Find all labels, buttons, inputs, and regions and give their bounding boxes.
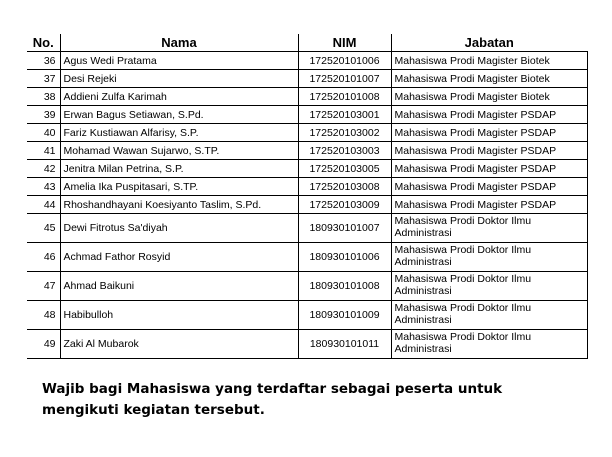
cell-jabatan: Mahasiswa Prodi Doktor Ilmu Administrasi	[391, 301, 587, 330]
note-line-1: Wajib bagi Mahasiswa yang terdaftar sebagai peserta untuk	[42, 381, 503, 397]
cell-no: 38	[27, 88, 60, 106]
table-row	[27, 243, 587, 272]
cell-no: 44	[27, 196, 60, 214]
cell-nim: 172520103001	[298, 106, 391, 124]
table-row	[27, 160, 587, 178]
cell-nama: Addieni Zulfa Karimah	[60, 88, 298, 106]
cell-nama: Zaki Al Mubarok	[60, 330, 298, 359]
table-row	[27, 52, 587, 70]
table-row	[27, 214, 587, 243]
header-row	[27, 34, 587, 52]
table-row	[27, 330, 587, 359]
cell-no: 47	[27, 272, 60, 301]
cell-nama: Desi Rejeki	[60, 70, 298, 88]
cell-no: 46	[27, 243, 60, 272]
cell-no: 39	[27, 106, 60, 124]
header-no: No.	[27, 34, 60, 52]
participation-note	[42, 379, 562, 421]
cell-nim: 172520103003	[298, 142, 391, 160]
cell-nim: 180930101011	[298, 330, 391, 359]
header-jabatan: Jabatan	[391, 34, 587, 52]
cell-nama: Mohamad Wawan Sujarwo, S.TP.	[60, 142, 298, 160]
cell-nim: 172520103005	[298, 160, 391, 178]
table-header	[27, 34, 587, 52]
cell-jabatan: Mahasiswa Prodi Doktor Ilmu Administrasi	[391, 272, 587, 301]
cell-nim: 180930101006	[298, 243, 391, 272]
table-row	[27, 88, 587, 106]
table-row	[27, 70, 587, 88]
participant-table	[27, 34, 588, 359]
cell-jabatan: Mahasiswa Prodi Doktor Ilmu Administrasi	[391, 330, 587, 359]
table-row	[27, 178, 587, 196]
cell-jabatan: Mahasiswa Prodi Magister PSDAP	[391, 160, 587, 178]
cell-nim: 172520101006	[298, 52, 391, 70]
cell-jabatan: Mahasiswa Prodi Magister PSDAP	[391, 196, 587, 214]
cell-nim: 172520103008	[298, 178, 391, 196]
cell-nim: 180930101008	[298, 272, 391, 301]
cell-nim: 180930101009	[298, 301, 391, 330]
cell-nama: Habibulloh	[60, 301, 298, 330]
cell-jabatan: Mahasiswa Prodi Magister Biotek	[391, 52, 587, 70]
cell-nama: Ahmad Baikuni	[60, 272, 298, 301]
cell-no: 40	[27, 124, 60, 142]
cell-jabatan: Mahasiswa Prodi Magister PSDAP	[391, 106, 587, 124]
cell-no: 45	[27, 214, 60, 243]
header-nama: Nama	[60, 34, 298, 52]
cell-nama: Achmad Fathor Rosyid	[60, 243, 298, 272]
cell-no: 37	[27, 70, 60, 88]
cell-jabatan: Mahasiswa Prodi Magister Biotek	[391, 70, 587, 88]
cell-no: 36	[27, 52, 60, 70]
cell-nim: 172520101008	[298, 88, 391, 106]
header-nim: NIM	[298, 34, 391, 52]
cell-nim: 172520103009	[298, 196, 391, 214]
table-row	[27, 124, 587, 142]
cell-no: 49	[27, 330, 60, 359]
cell-jabatan: Mahasiswa Prodi Magister PSDAP	[391, 124, 587, 142]
table-row	[27, 106, 587, 124]
participant-table-container	[27, 34, 587, 359]
cell-nama: Fariz Kustiawan Alfarisy, S.P.	[60, 124, 298, 142]
cell-nama: Rhoshandhayani Koesiyanto Taslim, S.Pd.	[60, 196, 298, 214]
table-row	[27, 196, 587, 214]
table-row	[27, 272, 587, 301]
cell-no: 42	[27, 160, 60, 178]
cell-nama: Agus Wedi Pratama	[60, 52, 298, 70]
cell-nama: Erwan Bagus Setiawan, S.Pd.	[60, 106, 298, 124]
cell-nim: 172520103002	[298, 124, 391, 142]
cell-nama: Amelia Ika Puspitasari, S.TP.	[60, 178, 298, 196]
cell-no: 41	[27, 142, 60, 160]
cell-jabatan: Mahasiswa Prodi Magister PSDAP	[391, 178, 587, 196]
table-row	[27, 301, 587, 330]
table-row	[27, 142, 587, 160]
cell-jabatan: Mahasiswa Prodi Doktor Ilmu Administrasi	[391, 243, 587, 272]
cell-jabatan: Mahasiswa Prodi Magister PSDAP	[391, 142, 587, 160]
cell-nama: Dewi Fitrotus Sa'diyah	[60, 214, 298, 243]
cell-jabatan: Mahasiswa Prodi Magister Biotek	[391, 88, 587, 106]
note-line-2: mengikuti kegiatan tersebut.	[42, 402, 265, 418]
table-body	[27, 52, 587, 359]
cell-no: 43	[27, 178, 60, 196]
cell-nim: 172520101007	[298, 70, 391, 88]
cell-nama: Jenitra Milan Petrina, S.P.	[60, 160, 298, 178]
cell-jabatan: Mahasiswa Prodi Doktor Ilmu Administrasi	[391, 214, 587, 243]
cell-nim: 180930101007	[298, 214, 391, 243]
cell-no: 48	[27, 301, 60, 330]
